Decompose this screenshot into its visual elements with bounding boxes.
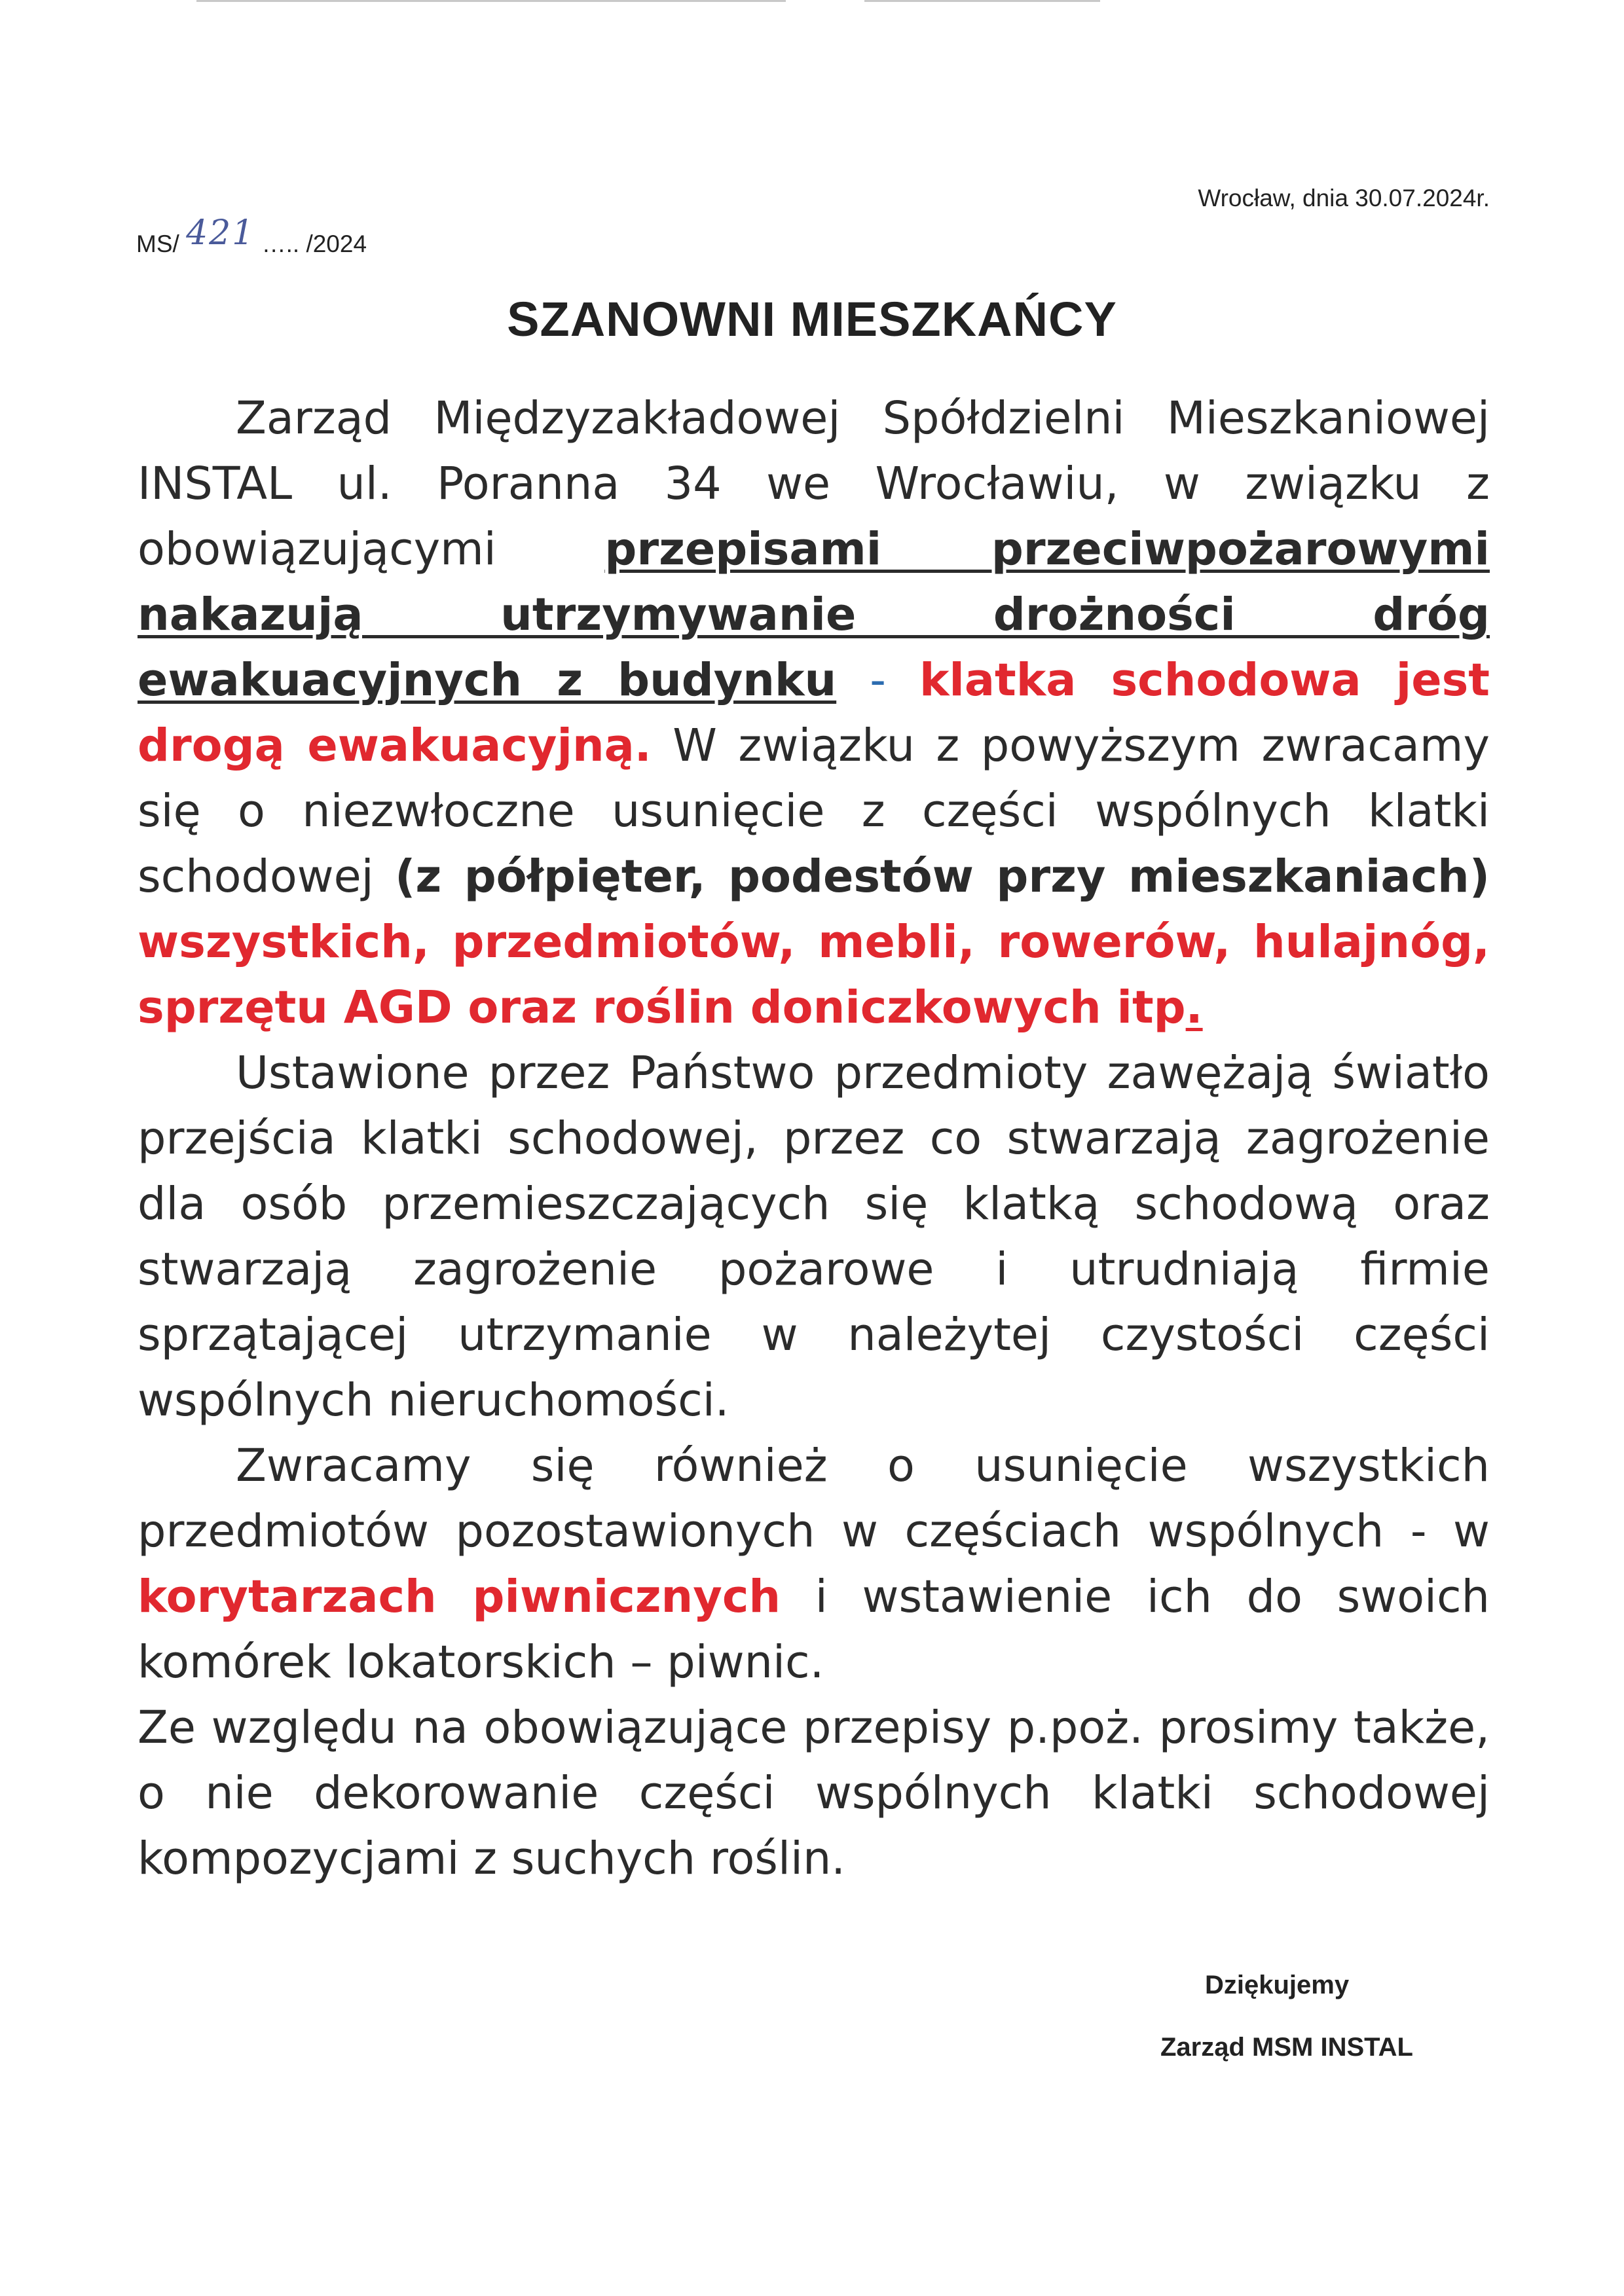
paragraph-basement bbox=[138, 1434, 1490, 1696]
paragraph-text: W związku z powyższym zwracamy się o niezwłoczne usunięcie z części wspólnych klatki schodowej bbox=[138, 720, 1490, 903]
items-list-emphasis: wszystkich, przedmiotów, mebli, rowerów, hulajnóg, sprzętu AGD oraz roślin doniczkowych itp bbox=[138, 917, 1490, 1034]
paragraph-text: i wstawienie ich do swoich komórek lokatorskich – piwnic. bbox=[138, 1571, 1490, 1688]
paragraph-text: Zarząd Międzyzakładowej Spółdzielni Mieszkaniowej INSTAL ul. Poranna 34 we Wrocławiu, w związku z obowiązującymi bbox=[138, 393, 1490, 575]
document-date: Wrocław, dnia 30.07.2024r. bbox=[1198, 185, 1490, 211]
reference-dots: ….. bbox=[261, 230, 300, 257]
paragraph-decorations: Ze względu na obowiązujące przepisy p.poż. prosimy także, o nie dekorowanie części wspólnych klatki schodowej kompozycjami z suchych roślin. bbox=[138, 1702, 1490, 1885]
reference-prefix: MS/ bbox=[136, 230, 179, 257]
fire-regulations-emphasis: przepisami przeciwpożarowymi nakazują utrzymywanie drożności dróg ewakuacyjnych z budynku bbox=[138, 524, 1490, 706]
evacuation-route-emphasis: klatka schodowa jest drogą ewakuacyjną. bbox=[138, 655, 1490, 772]
items-list-period: . bbox=[1185, 982, 1203, 1034]
notice-body bbox=[138, 386, 1490, 1892]
basement-corridors-emphasis: korytarzach piwnicznych bbox=[138, 1571, 781, 1623]
dash-separator: - bbox=[836, 655, 919, 706]
landings-emphasis: (z półpięter, podestów przy mieszkaniach) bbox=[395, 851, 1490, 903]
scan-edge-line bbox=[196, 0, 786, 2]
paragraph-text: Zwracamy się również o usunięcie wszystkich przedmiotów pozostawionych w częściach wspólnych - w bbox=[138, 1440, 1490, 1558]
reference-suffix: /2024 bbox=[306, 230, 367, 257]
scan-edge-line bbox=[864, 0, 1100, 2]
reference-number bbox=[136, 213, 367, 261]
page-title: SZANOWNI MIESZKAŃCY bbox=[507, 292, 1117, 346]
closing-thanks: Dziękujemy bbox=[1205, 1971, 1350, 1999]
closing-signature: Zarząd MSM INSTAL bbox=[1160, 2033, 1413, 2062]
handwritten-reference-number: 421 bbox=[186, 213, 255, 253]
paragraph-hazard: Ustawione przez Państwo przedmioty zawężają światło przejścia klatki schodowej, przez co stwarzają zagrożenie dla osób przemieszczających się klatką schodową oraz stwarzają zagrożenie pożarowe i utrudniają firmie sprzątającej utrzymanie w należytej czystości części wspólnych nieruchomości. bbox=[138, 1048, 1490, 1427]
paragraph-evacuation bbox=[138, 386, 1490, 1041]
